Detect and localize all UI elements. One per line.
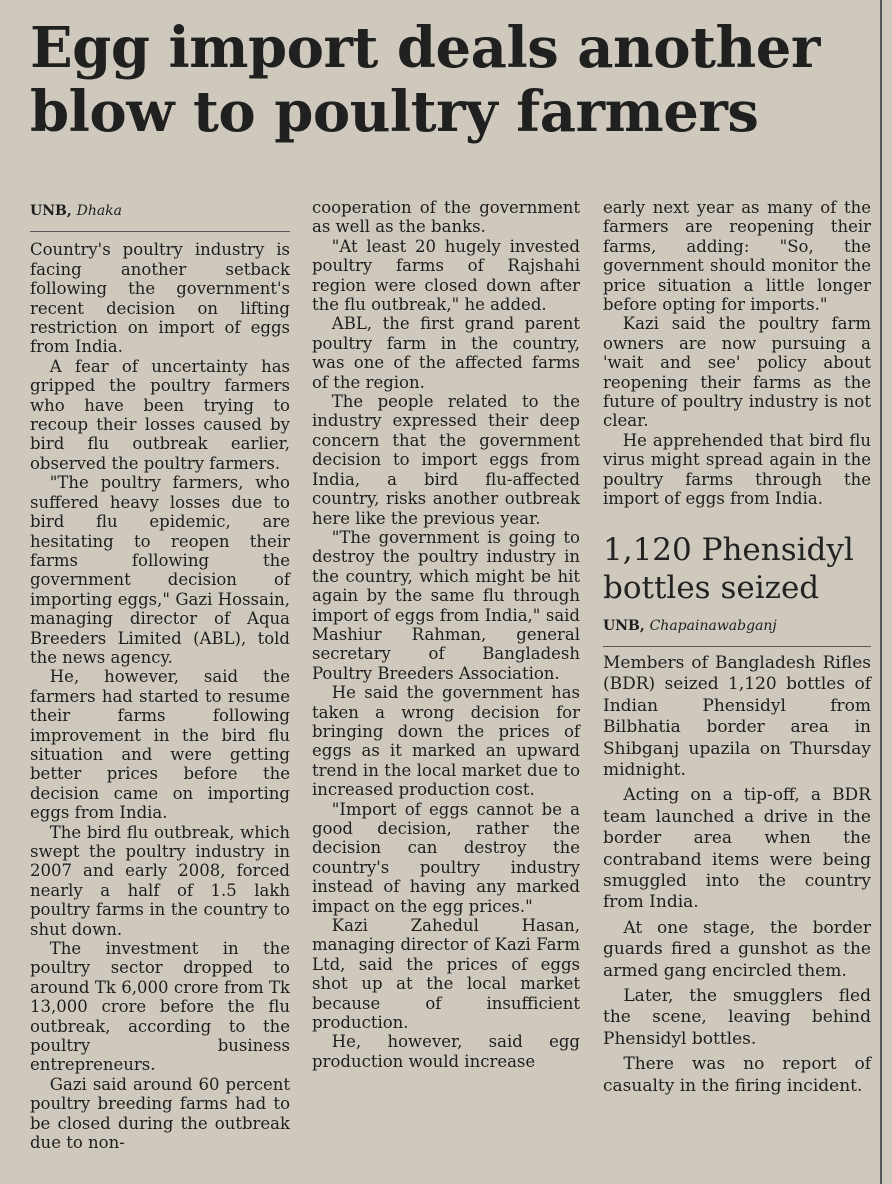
story2-byline: UNB, Chapainawabganj: [603, 617, 871, 647]
paragraph: He apprehended that bird flu virus might spread again in the poultry farms through the import of eggs from India.: [603, 430, 871, 509]
paragraph: "The government is going to destroy the poultry industry in the country, which might be hit again by the same flu through import of eggs from India," said Mashiur Rahman, general secretary of Bangladesh Poultry Breeders Association.: [312, 527, 580, 683]
paragraph: A fear of uncertainty has gripped the poultry farmers who have been trying to recoup their losses caused by bird flu outbreak earlier, observed the poultry farmers.: [30, 356, 290, 473]
paragraph: At one stage, the border guards fired a gunshot as the armed gang encircled them.: [603, 917, 871, 981]
column-rule: [880, 0, 882, 1184]
paragraph: "Import of eggs cannot be a good decision, rather the decision can destroy the country's poultry industry instead of having any marked impact on the egg prices.": [312, 799, 580, 916]
paragraph: Later, the smugglers fled the scene, leaving behind Phensidyl bottles.: [603, 986, 871, 1049]
paragraph: cooperation of the government as well as the banks.: [312, 198, 580, 237]
paragraph: Gazi said around 60 percent poultry breeding farms had to be closed during the outbreak due to non-: [30, 1074, 290, 1153]
paragraph: There was no report of casualty in the firing incident.: [603, 1054, 871, 1096]
story2-headline: 1,120 Phensidyl bottles seized: [603, 531, 854, 606]
paragraph: Country's poultry industry is facing another setback following the government's recent decision on lifting restriction on import of eggs from India.: [30, 240, 290, 357]
byline: UNB, Dhaka: [30, 202, 290, 232]
paragraph: early next year as many of the farmers are reopening their farms, adding: "So, the government should monitor the price situation a little longer before opting for imports.": [603, 198, 871, 315]
paragraph: Members of Bangladesh Rifles (BDR) seized 1,120 bottles of Indian Phensidyl from Bilbhatia border area in Shibganj upazila on Thursday midnight.: [603, 652, 871, 780]
paragraph: He, however, said the farmers had started to resume their farms following improvement in the bird flu situation and were getting better prices before the decision came on importing eggs from India.: [30, 667, 290, 823]
byline-place: Dhaka: [76, 203, 123, 219]
byline-agency: UNB: [30, 203, 67, 219]
paragraph: He, however, said egg production would increase: [312, 1032, 580, 1071]
paragraph: The investment in the poultry sector dropped to around Tk 6,000 crore from Tk 13,000 crore before the flu outbreak, according to the poultry business entrepreneurs.: [30, 939, 290, 1075]
headline: Egg import deals another blow to poultry farmers: [30, 15, 820, 145]
paragraph: Kazi Zahedul Hasan, managing director of Kazi Farm Ltd, said the prices of eggs shot up at the local market because of insufficient production.: [312, 916, 580, 1033]
paragraph: The bird flu outbreak, which swept the poultry industry in 2007 and early 2008, forced nearly a half of 1.5 lakh poultry farms in the country to shut down.: [30, 822, 290, 939]
paragraph: "The poultry farmers, who suffered heavy losses due to bird flu epidemic, are hesitating to reopen their farms following the government decision of importing eggs," Gazi Hossain, managing director of Aqua Breeders Limited (ABL), told the news agency.: [30, 473, 290, 667]
story2-byline-agency: UNB: [603, 617, 640, 634]
paragraph: He said the government has taken a wrong decision for bringing down the prices of eggs as it marked an upward trend in the local market due to increased production cost.: [312, 683, 580, 800]
paragraph: ABL, the first grand parent poultry farm in the country, was one of the affected farms of the region.: [312, 314, 580, 392]
paragraph: "At least 20 hugely invested poultry farms of Rajshahi region were closed down after the flu outbreak," he added.: [312, 236, 580, 315]
column-3: [603, 198, 871, 1101]
paragraph: The people related to the industry expressed their deep concern that the government decision to import eggs from India, a bird flu-affected country, risks another outbreak here like the previous year.: [312, 392, 580, 528]
story2-body: [603, 653, 871, 1097]
story2-byline-place: Chapainawabganj: [649, 617, 777, 634]
paragraph: Acting on a tip-off, a BDR team launched a drive in the border area when the contraband items were being smuggled into the country from India.: [603, 785, 871, 913]
column-1: [30, 200, 290, 1153]
paragraph: Kazi said the poultry farm owners are now pursuing a 'wait and see' policy about reopening their farms as the future of poultry industry is not clear.: [603, 314, 871, 431]
column-2: [312, 198, 580, 1071]
